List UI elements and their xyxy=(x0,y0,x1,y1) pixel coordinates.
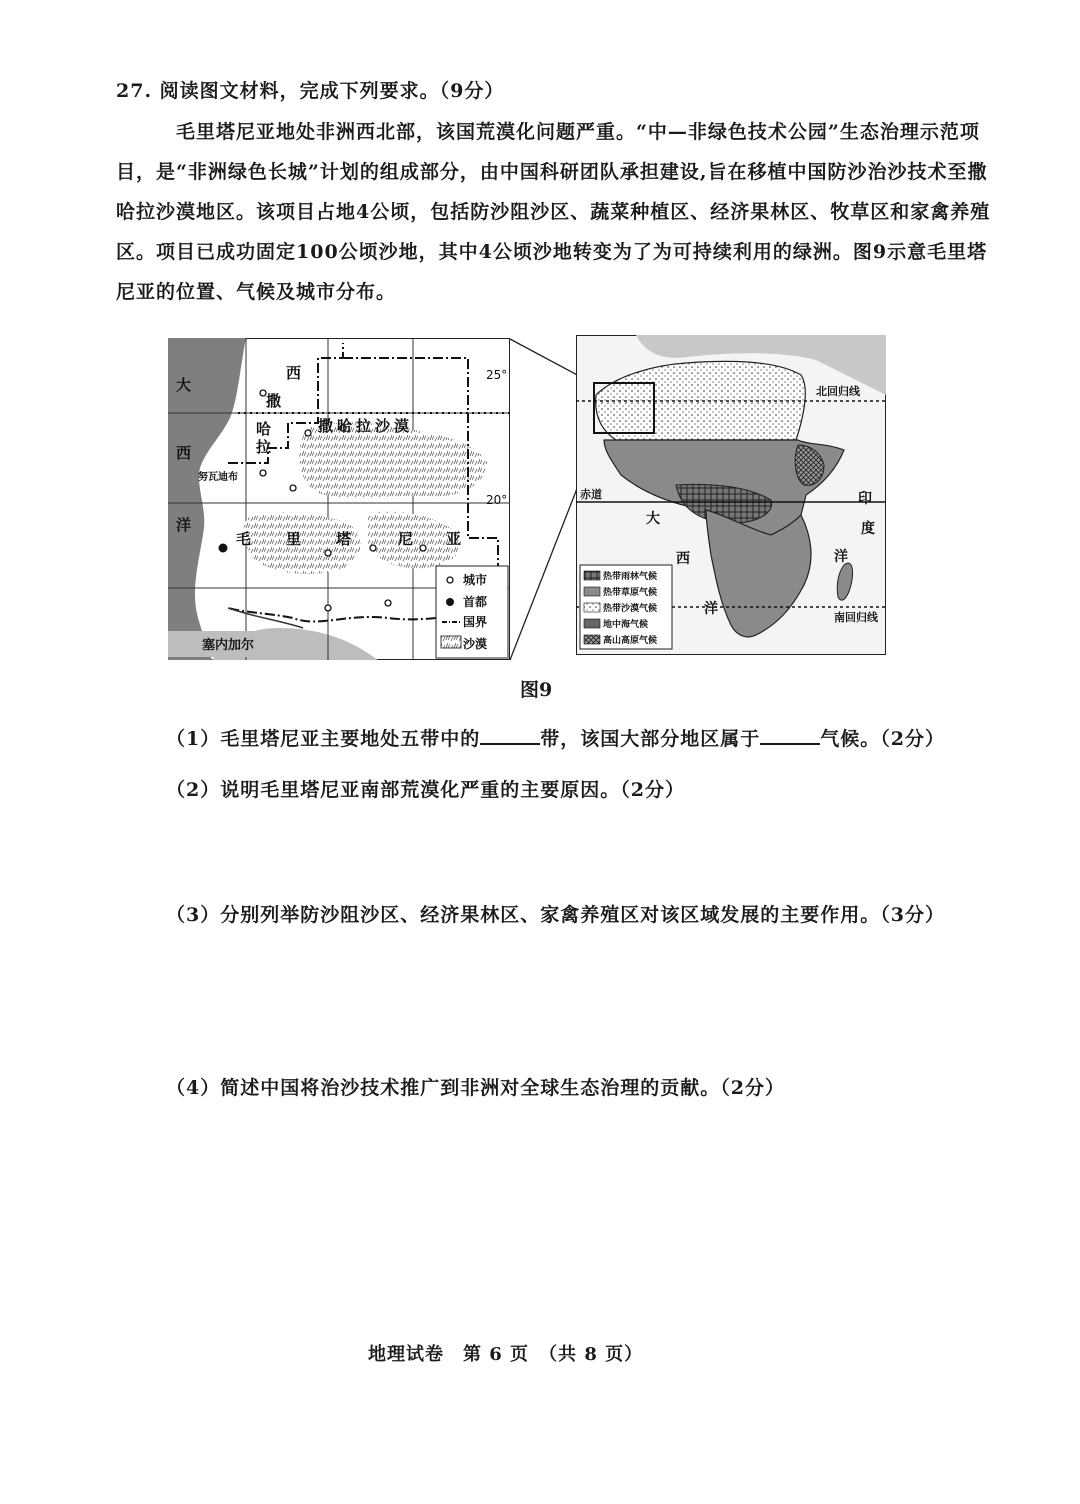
legend-desert: 沙漠 xyxy=(463,637,488,651)
atlantic-char-3: 洋 xyxy=(704,601,718,617)
page-footer: 地理试卷 第 6 页 （共 8 页） xyxy=(368,1344,644,1365)
desert-v-4: 拉 xyxy=(256,438,272,456)
africa-climate-map xyxy=(576,335,886,655)
subquestion-2: （2）说明毛里塔尼亚南部荒漠化严重的主要原因。（2分） xyxy=(166,779,685,801)
tropic-capricorn-label: 南回归线 xyxy=(834,611,878,624)
subquestion-4: （4）简述中国将治沙技术推广到非洲对全球生态治理的贡献。（2分） xyxy=(166,1077,785,1099)
ocean-char-2: 西 xyxy=(176,444,192,462)
country-char-4: 尼 xyxy=(398,530,414,548)
lat-25-label: 25° xyxy=(486,368,508,382)
equator-label: 赤道 xyxy=(580,488,602,501)
atlantic-char-2: 西 xyxy=(676,551,690,567)
desert-h-label: 撒哈拉沙漠 xyxy=(318,417,414,435)
desert-v-1: 西 xyxy=(286,364,302,382)
legend-desert-climate: 热带沙漠气候 xyxy=(603,604,658,614)
country-char-3: 塔 xyxy=(336,530,352,548)
legend-border: 国界 xyxy=(463,615,488,629)
atlantic-char-1: 大 xyxy=(646,511,660,527)
paragraph-text: 毛里塔尼亚地处非洲西北部，该国荒漠化问题严重。“中—非绿色技术公园”生态治理示范项目，是“非洲绿色长城”计划的组成部分，由中国科研团队承担建设,旨在移植中国防沙治沙技术至撒哈拉沙漠地区。该项目占地4公顷，包括防沙阻沙区、蔬菜种植区、经济果林区、牧草区和家禽养殖区。项目已成功固定100公顷沙地，其中4公顷沙地转变为了为可持续利用的绿洲。图9示意毛里塔尼亚的位置、气候及城市分布。 xyxy=(116,121,991,303)
question-paragraph xyxy=(116,112,1006,312)
indian-char-1: 印 xyxy=(858,491,872,507)
legend-rainforest: 热带雨林气候 xyxy=(603,572,658,582)
subquestion-3: （3）分别列举防沙阻沙区、经济果林区、家禽养殖区对该区域发展的主要作用。（3分） xyxy=(166,904,945,926)
country-char-5: 亚 xyxy=(446,530,462,548)
right-legend xyxy=(580,565,672,649)
question-title: 27. 阅读图文材料，完成下列要求。（9分） xyxy=(116,80,505,102)
mauritania-map xyxy=(168,338,510,660)
ocean-char-1: 大 xyxy=(176,376,192,394)
legend-capital: 首都 xyxy=(463,595,488,609)
desert-v-3: 哈 xyxy=(256,420,272,438)
desert-v-2: 撒 xyxy=(266,392,282,410)
tropic-cancer-label: 北回归线 xyxy=(816,385,860,398)
left-legend xyxy=(436,566,508,658)
legend-highland: 高山高原气候 xyxy=(603,636,658,646)
subquestion-1 xyxy=(166,724,945,751)
senegal-label: 塞内加尔 xyxy=(202,638,255,653)
legend-savanna: 热带草原气候 xyxy=(603,588,658,598)
ocean-char-3: 洋 xyxy=(176,516,192,534)
answer-blank-2[interactable] xyxy=(760,727,820,745)
nouadhibou-label: 努瓦迪布 xyxy=(198,472,238,483)
capital-marker xyxy=(219,544,228,553)
indian-char-3: 洋 xyxy=(834,549,848,565)
answer-blank-1[interactable] xyxy=(480,727,540,745)
country-char-1: 毛 xyxy=(236,530,252,548)
figure-caption: 图9 xyxy=(520,679,553,701)
q1-part3: 气候。（2分） xyxy=(820,728,945,750)
q1-part1: （1）毛里塔尼亚主要地处五带中的 xyxy=(166,728,481,750)
q1-part2: 带，该国大部分地区属于 xyxy=(540,728,761,750)
legend-mediterranean: 地中海气候 xyxy=(603,620,649,630)
country-char-2: 里 xyxy=(286,530,302,548)
legend-city: 城市 xyxy=(463,573,488,587)
lat-20-label: 20° xyxy=(486,493,508,507)
indian-char-2: 度 xyxy=(861,521,875,537)
